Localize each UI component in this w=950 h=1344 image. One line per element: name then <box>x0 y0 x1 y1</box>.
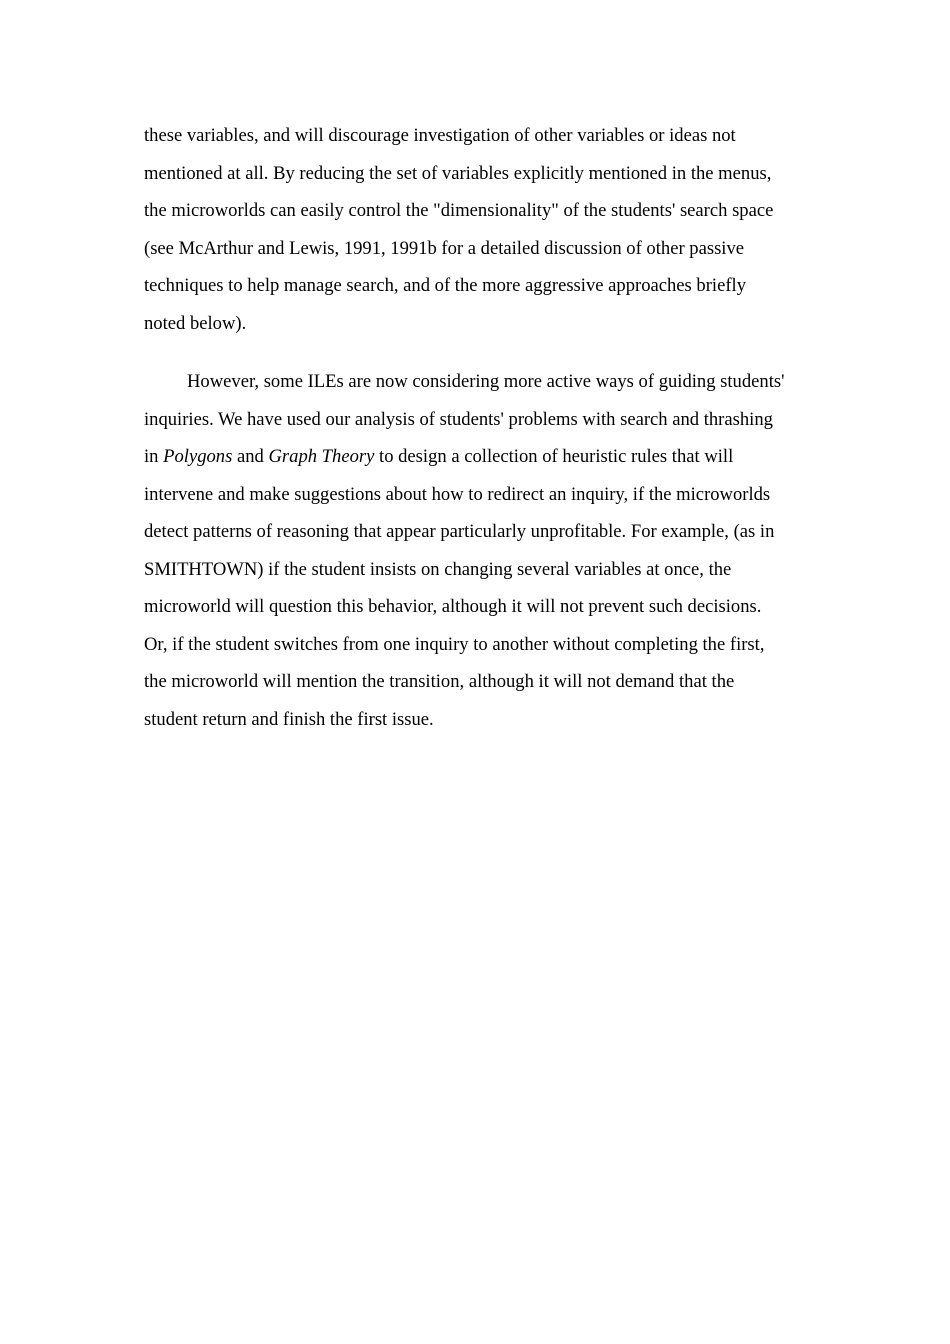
text-line: noted below). <box>144 312 247 334</box>
text-line: student return and finish the first issue. <box>144 708 434 730</box>
text-line: detect patterns of reasoning that appear particularly unprofitable. For example, (as in <box>144 521 775 542</box>
text-run: and <box>232 446 269 467</box>
text-line: microworld will question this behavior, although it will not prevent such decisions. <box>144 596 762 617</box>
text-line: Or, if the student switches from one inquiry to another without completing the first, <box>144 633 765 655</box>
text-line: mentioned at all. By reducing the set of variables explicitly mentioned in the menus, <box>144 162 772 184</box>
text-line <box>144 438 816 476</box>
text-line: the microworld will mention the transition, although it will not demand that the <box>144 671 735 692</box>
italic-title-graph-theory: Graph Theory <box>268 446 375 467</box>
text-line: intervene and make suggestions about how to redirect an inquiry, if the microworlds <box>144 483 771 505</box>
text-run: to design a collection of heuristic rules that will <box>374 446 734 467</box>
text-line: SMITHTOWN) if the student insists on changing several variables at once, the <box>144 558 732 580</box>
body-text <box>144 117 816 738</box>
text-line: these variables, and will discourage investigation of other variables or ideas not <box>144 125 736 146</box>
text-line: However, some ILEs are now considering more active ways of guiding students' <box>187 371 785 392</box>
italic-title-polygons: Polygons <box>163 446 233 467</box>
paragraph <box>144 117 816 342</box>
text-line: the microworlds can easily control the "dimensionality" of the students' search space <box>144 200 774 221</box>
paragraph-spacer <box>144 342 816 363</box>
text-line: techniques to help manage search, and of the more aggressive approaches briefly <box>144 275 746 296</box>
text-line: (see McArthur and Lewis, 1991, 1991b for a detailed discussion of other passive <box>144 237 745 259</box>
text-line: inquiries. We have used our analysis of students' problems with search and thrashing <box>144 408 773 430</box>
text-run: in <box>144 446 164 467</box>
paragraph <box>144 363 816 738</box>
